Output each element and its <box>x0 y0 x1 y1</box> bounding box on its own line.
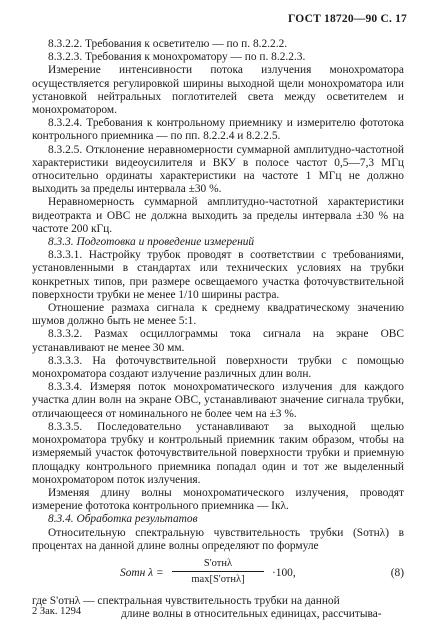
paragraph-8-3-2-5: 8.3.2.5. Отклонение неравномерности суммарной амплитудно-частотной характеристики видеоусилителя и ВКУ в полосе частот 0,5—7,3 МГц относительно ординаты характеристики на частоте 1 МГц не должно выходить за пределы интервала ±30 %. <box>32 143 404 196</box>
where-line-1: где S'отнλ — спектральная чувствительность трубки на данной <box>32 594 340 607</box>
section-heading-8-3-3: 8.3.3. Подготовка и проведение измерений <box>48 236 255 249</box>
formula-number: (8) <box>390 566 404 579</box>
formula-lhs: Sотн λ = <box>120 566 164 579</box>
section-heading-8-3-4: 8.3.4. Обработка результатов <box>48 513 198 526</box>
paragraph-8-3-3-2: 8.3.3.2. Размах осциллограммы тока сигнала на экране ОВС устанавливают не менее 30 мм. <box>32 328 404 354</box>
paragraph-8-3-3-5: 8.3.3.5. Последовательно устанавливают за выходной щелью монохроматора трубку и контрольный приемник таким образом, чтобы на измеряемый участок фоточувствительной поверхности трубки и приемную площадку контрольного приемника попадал один и тот же выделенный монохроматором поток излучения. <box>32 420 404 486</box>
paragraph-8-3-3-3: 8.3.3.3. На фоточувствительной поверхности трубки с помощью монохроматора создают излучение различных длин волн. <box>32 354 404 381</box>
formula-numerator: S'отнλ <box>172 557 264 572</box>
formula-fraction <box>172 557 264 586</box>
document-body <box>32 38 404 621</box>
paragraph-8-3-3-1: 8.3.3.1. Настройку трубок проводят в соответствии с требованиями, установленными в стандартах или технических условиях на трубки конкретных типов, при размере освещаемого участка фоточувствительной поверхности трубки не менее 1/10 ширины растра. <box>32 249 404 301</box>
paragraph-intensity: Измерение интенсивности потока излучения монохроматора осуществляется регулировкой ширины выходной щели монохроматора или установкой нейтральных поглотителей света между осветителем и монохроматором. <box>32 64 404 117</box>
formula-denominator: max[S'отнλ] <box>191 574 245 586</box>
formula-8 <box>32 555 404 593</box>
where-line-2: длине волны в относительных единицах, рассчитыва- <box>121 608 382 621</box>
paragraph-8-3-2-2: 8.3.2.2. Требования к осветителю — по п. 8.2.2.2. <box>48 38 288 50</box>
formula-rhs: ·100, <box>272 566 296 579</box>
paragraph-wavelength: Изменяя длину волны монохроматического излучения, проводят измерение фототока контрольного приемника — Iкλ. <box>32 486 404 513</box>
paragraph-8-3-2-4: 8.3.2.4. Требования к контрольному приемнику и измерителю фототока контрольного приемника — по пп. 8.2.2.4 и 8.2.2.5. <box>32 117 404 143</box>
paragraph-8-3-2-3: 8.3.2.3. Требования к монохроматору — по п. 8.2.2.3. <box>48 51 306 64</box>
paragraph-8-3-3-4: 8.3.3.4. Измеряя поток монохроматического излучения для каждого участка длин волн на экране ОВС, устанавливают значение сигнала трубки, отличающееся от номинального не более чем на ±3 %. <box>32 381 404 420</box>
paragraph-nonuniformity: Неравномерность суммарной амплитудно-частотной характеристики видеотракта и ОВС не должна выходить за пределы интервала ±30 % на частоте 200 кГц. <box>32 196 404 235</box>
page-header: ГОСТ 18720—90 С. 17 <box>288 13 407 25</box>
paragraph-relative-sensitivity: Относительную спектральную чувствительность трубки (Sотнλ) в процентах на данной длине волны определяют по формуле <box>32 526 404 552</box>
page-footer: 2 Зак. 1294 <box>32 606 82 617</box>
paragraph-signal-ratio: Отношение размаха сигнала к среднему квадратическому значению шумов должно быть не менее 5:1. <box>32 302 404 328</box>
